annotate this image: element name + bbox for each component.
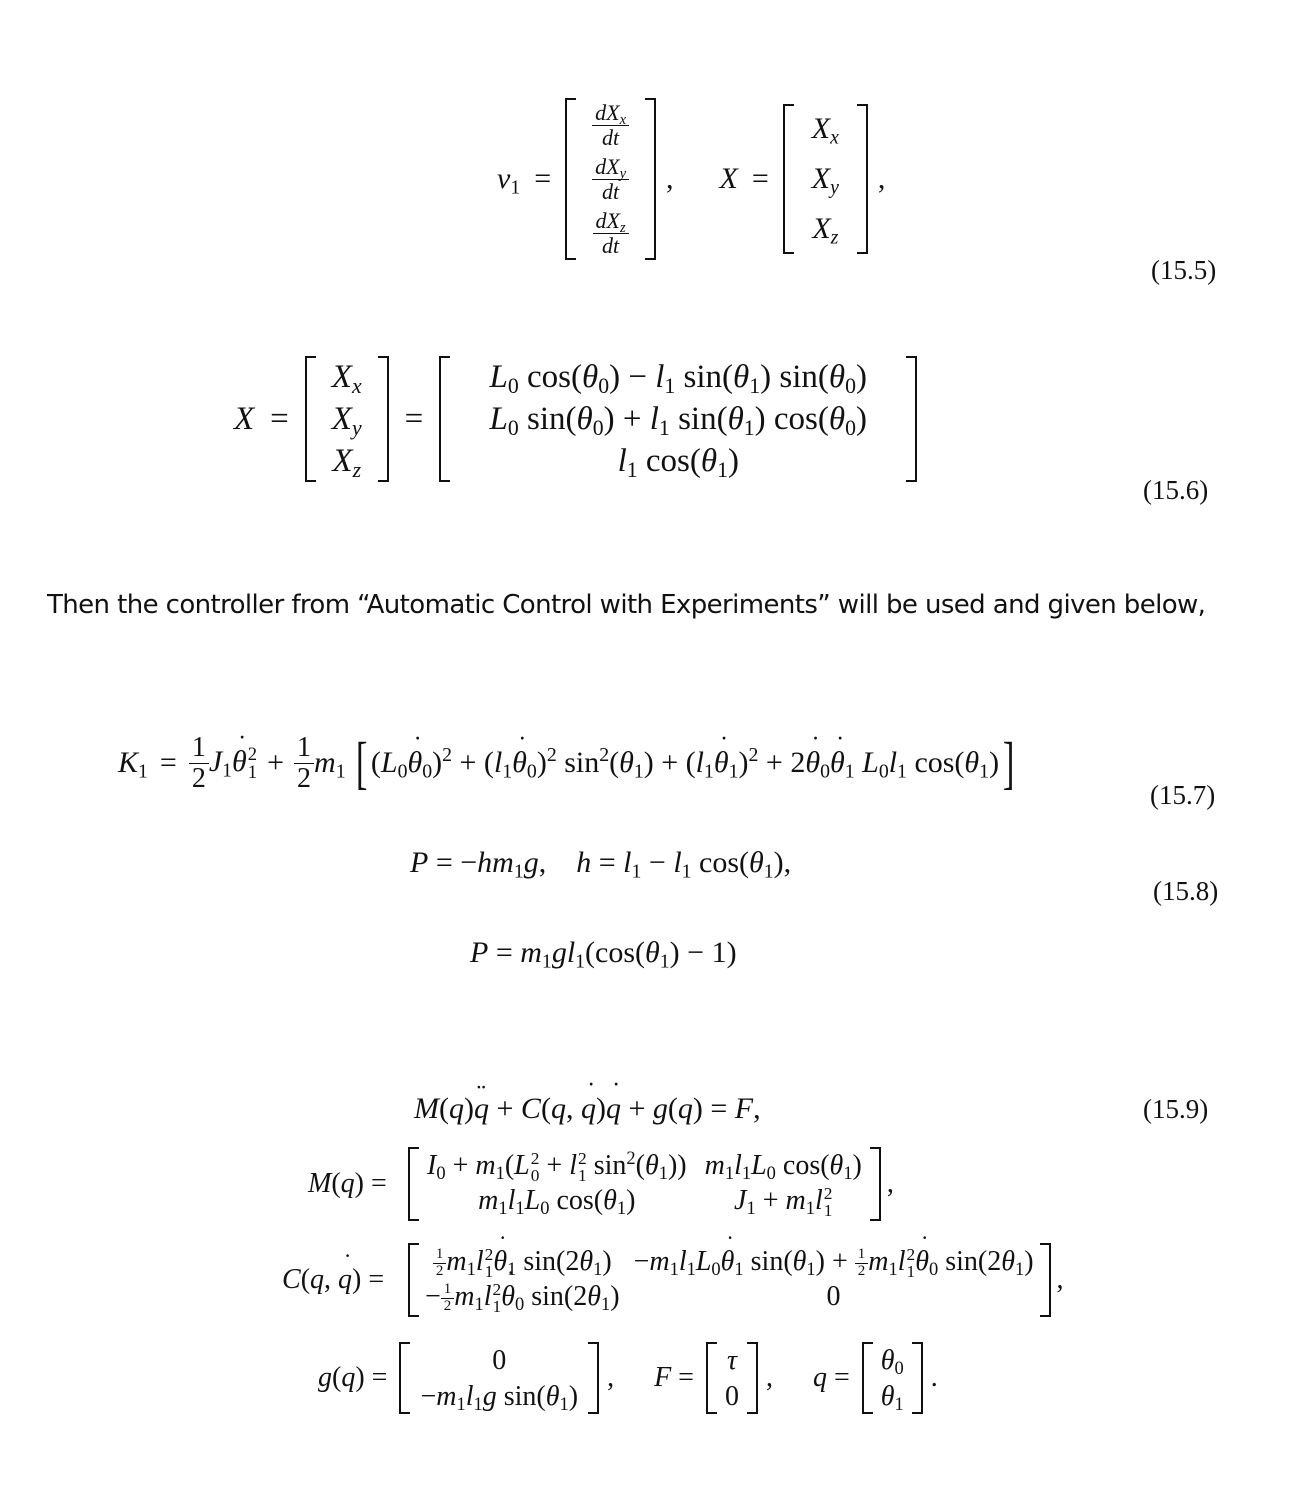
gravity-force-state-vectors: g(q) = 0 $-m_1l_1g$ $\sin(\theta_1)$ , F = τ 0 , q = $\theta_0$ $\theta_1$ . — [318, 1340, 938, 1416]
equation-number-15-5: (15.5) — [1151, 255, 1217, 285]
comma: , — [666, 162, 674, 195]
equation-15-8-line-1: $P = -hm_1g$, $h = l_1 - l_1$ $\cos(\theta_1)$, — [410, 846, 792, 883]
equals-sign: = — [270, 400, 289, 437]
equation-15-9-dynamics: M(q)¨ q + C(q, ˙ q)˙ q + g(q) = F, — [414, 1092, 761, 1126]
comma: , — [877, 162, 886, 195]
left-bracket — [783, 104, 794, 254]
eq-v1-symbol: $v_1$ — [497, 162, 521, 199]
frac-dXy-dt: $\frac{dX_y}{dt}$ — [592, 155, 629, 202]
frac-dXz-dt: $\frac{dX_z}{dt}$ — [592, 209, 629, 256]
equals-sign: = — [404, 400, 424, 437]
body-text-paragraph: Then the controller from “Automatic Control with Experiments” will be used and given below, — [47, 590, 1206, 620]
velocity-vector-matrix — [565, 98, 656, 260]
gravity-vector: 0 $-m_1l_1g$ $\sin(\theta_1)$ — [399, 1342, 599, 1414]
row-Xy: $L_0$ $\sin(\theta_0) + l_1$ $\sin(\theta_1)$ $\cos(\theta_0)$ — [489, 400, 867, 440]
right-bracket — [906, 356, 917, 482]
state-vector: $\theta_0$ $\theta_1$ — [862, 1342, 923, 1414]
equation-number-15-6: (15.6) — [1143, 475, 1209, 505]
equals-sign: = — [159, 746, 177, 779]
left-bracket — [439, 356, 450, 482]
right-bracket: ] — [1002, 730, 1015, 795]
equals-sign: = — [534, 162, 552, 195]
right-bracket — [645, 98, 656, 260]
equation-15-5 — [497, 96, 885, 262]
left-bracket — [305, 356, 316, 482]
mass-matrix-equation: M(q) = $I_0 + m_1(L$ 2 0 + l 2 1 $\sin^2(\theta_1)$) $m_1l_1L_0$ $\cos(\theta_1)$ $m_1l_1L_0$ $\cos(\theta_1)$ $J_1 + m_1l$ 2 1 , — [308, 1147, 894, 1220]
frac-dXx-dt: $\frac{dX_x}{dt}$ — [592, 101, 629, 148]
position-components-matrix: $X_x$ $X_y$ $X_z$ — [305, 356, 389, 482]
equation-number-15-7: (15.7) — [1150, 780, 1216, 810]
right-bracket — [378, 356, 389, 482]
equation-number-15-9: (15.9) — [1143, 1094, 1209, 1124]
coriolis-matrix-equation: C(q, ˙ q) = $\frac{1}{2}$ $m_1l$ 2 1 ˙ $\theta_1$ $\sin(2\theta_1)$ $-m_1l_1L_0˙$ $\theta_1$ $\sin(\theta_1)$ + $\frac{1}{2}$ $m_1l$ 2 1 ˙ $\theta_0$ $\sin(2\theta_1)$ − $\frac{1}{2}$ $m_1l$ 2 1 ˙ $\theta_0$ $\sin(2\theta_1)$ 0 , — [282, 1242, 1064, 1318]
equals-sign: = — [751, 162, 769, 195]
mass-matrix: $I_0 + m_1(L$ 2 0 + l 2 1 $\sin^2(\theta_1)$) $m_1l_1L_0$ $\cos(\theta_1)$ $m_1l_1L_0$ $\cos(\theta_1)$ $J_1 + m_1l$ 2 1 — [408, 1147, 881, 1221]
equation-15-6 — [234, 354, 917, 484]
eq-X-symbol: X — [719, 162, 738, 195]
force-vector: τ 0 — [706, 1342, 758, 1414]
left-bracket: [ — [355, 730, 368, 795]
coriolis-matrix: $\frac{1}{2}$ $m_1l$ 2 1 ˙ $\theta_1$ $\sin(2\theta_1)$ $-m_1l_1L_0˙$ $\theta_1$ $\sin(\theta_1)$ + $\frac{1}{2}$ $m_1l$ 2 1 ˙ $\theta_0$ $\sin(2\theta_1)$ − $\frac{1}{2}$ $m_1l$ 2 1 ˙ $\theta_0$ $\sin(2\theta_1)$ 0 — [408, 1243, 1051, 1317]
eq-X-symbol: X — [234, 400, 255, 437]
equation-number-15-8: (15.8) — [1153, 876, 1219, 906]
half-fraction: $\frac{1}{2}$ — [189, 733, 209, 793]
left-bracket — [565, 98, 576, 260]
row-Xx: $L_0$ $\cos(\theta_0) - l_1$ $\sin(\theta_1)$ $\sin(\theta_0)$ — [489, 358, 867, 398]
position-vector-matrix: $X_x$ $X_y$ $X_z$ — [783, 104, 868, 254]
row-Xz: $l_1$ $\cos(\theta_1)$ — [617, 442, 739, 482]
right-bracket — [857, 104, 868, 254]
equation-15-7: $K_1$ = $\frac{1}{2}$ $J_1˙$ θ 2 1 + $\frac{1}{2}$ $m_1$ [ ($L_0˙$ $\theta_0)^2$ + ($l_1˙$ $\theta_0)^2$ $\sin^2(\theta_1)$ + ($l_1˙$ $\theta_1)^2$ + 2˙ $\theta_0˙$ $\theta_1$ $L_0l_1$ $\cos(\theta_1)$ ] — [118, 728, 1018, 798]
kinematics-matrix — [439, 356, 917, 482]
equation-15-8-line-2: $P = m_1gl_1(\cos(\theta_1) - 1)$ — [470, 936, 737, 973]
half-fraction: $\frac{1}{2}$ — [294, 733, 314, 793]
